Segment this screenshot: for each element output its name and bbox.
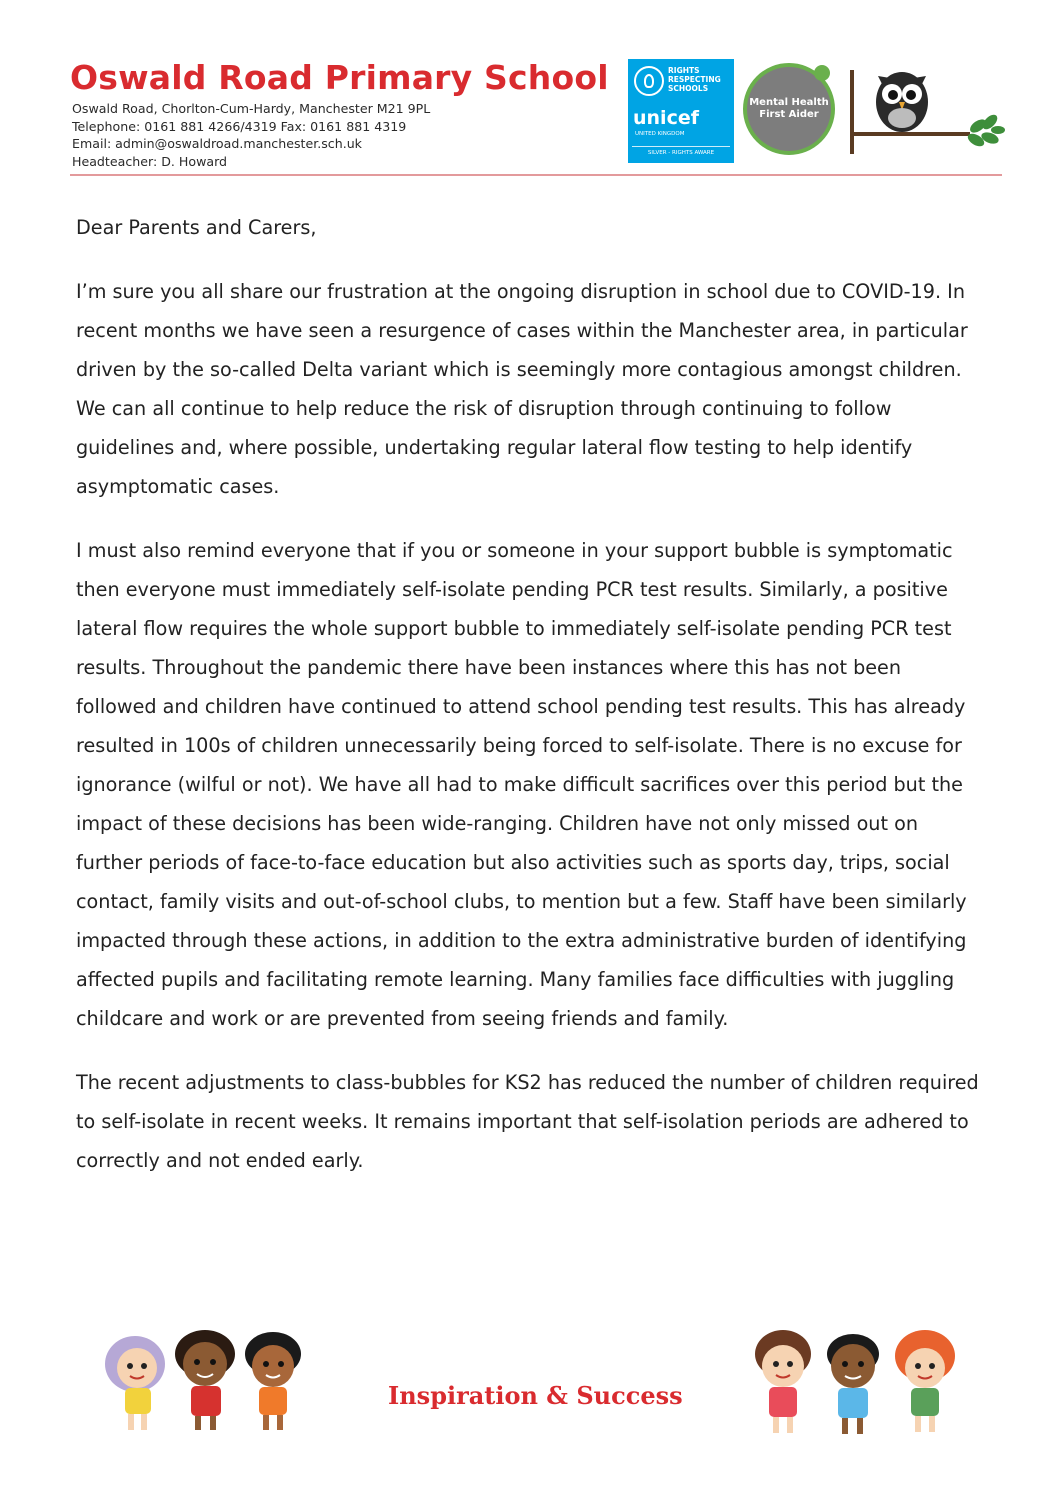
school-address: Oswald Road, Chorlton-Cum-Hardy, Manchester M21 9PL	[72, 101, 431, 116]
letter-paragraph: I must also remind everyone that if you or someone in your support bubble is symptomatic then everyone must immediately self-isolate pending PCR test results. Similarly, a positive lateral flow requires the whole support bubble to immediately self-isolate pending PCR test results. Throughout the pandemic there have been instances where this has not been followed and children have continued to attend school pending test results. This has already resulted in 100s of children unnecessarily being forced to self-isolate. There is no excuse for ignorance (wilful or not). We have all had to make difficult sacrifices over this period but the impact of these decisions has been wide-ranging. Children have not only missed out on further periods of face-to-face education but also activities such as sports day, trips, social contact, family visits and out-of-school clubs, to mention but a few. Staff have been similarly impacted through these actions, in addition to the extra administrative burden of identifying affected pupils and facilitating remote learning. Many families face difficulties with juggling childcare and work or are prevented from seeing friends and family.	[76, 539, 967, 1030]
letter-paragraph: The recent adjustments to class-bubbles for KS2 has reduced the number of children required to self-isolate in recent weeks. It remains important that self-isolation periods are adhered to correctly and not ended early.	[76, 1071, 979, 1172]
unicef-globe-icon	[634, 66, 664, 96]
unicef-award-level: SILVER - RIGHTS AWARE	[632, 146, 730, 159]
letter-paragraph: I’m sure you all share our frustration at the ongoing disruption in school due to COVID-19. In recent months we have seen a resurgence of cases within the Manchester area, in particular driven by the so-called Delta variant which is seemingly more contagious amongst children. We can all continue to help reduce the risk of disruption through continuing to follow guidelines and, where possible, undertaking regular lateral flow testing to help identify asymptomatic cases.	[76, 280, 968, 498]
owl-on-branch-icon	[850, 66, 1005, 154]
mhfa-label: Mental Health First Aider	[749, 97, 829, 120]
letter-body	[76, 208, 986, 1205]
school-name: Oswald Road Primary School	[70, 58, 609, 97]
unicef-brand: unicef	[633, 107, 699, 129]
unicef-country: UNITED KINGDOM	[635, 131, 685, 137]
leaf-icon	[814, 65, 830, 81]
salutation: Dear Parents and Carers,	[76, 216, 317, 239]
unicef-rights-respecting-logo	[628, 59, 734, 163]
school-contact-block	[72, 100, 430, 170]
letterhead	[70, 58, 1005, 178]
rrs-label: RIGHTS RESPECTING SCHOOLS	[668, 66, 721, 93]
school-telephone: Telephone: 0161 881 4266/4319 Fax: 0161 881 4319	[72, 118, 407, 134]
school-motto: Inspiration & Success	[388, 1381, 683, 1410]
school-email: Email: admin@oswaldroad.manchester.sch.uk	[72, 136, 362, 152]
children-cartoon-left-image	[95, 1318, 315, 1438]
mental-health-first-aider-logo	[743, 63, 835, 155]
children-cartoon-right-image	[745, 1318, 965, 1443]
header-divider	[70, 174, 1002, 176]
headteacher: Headteacher: D. Howard	[72, 153, 228, 169]
